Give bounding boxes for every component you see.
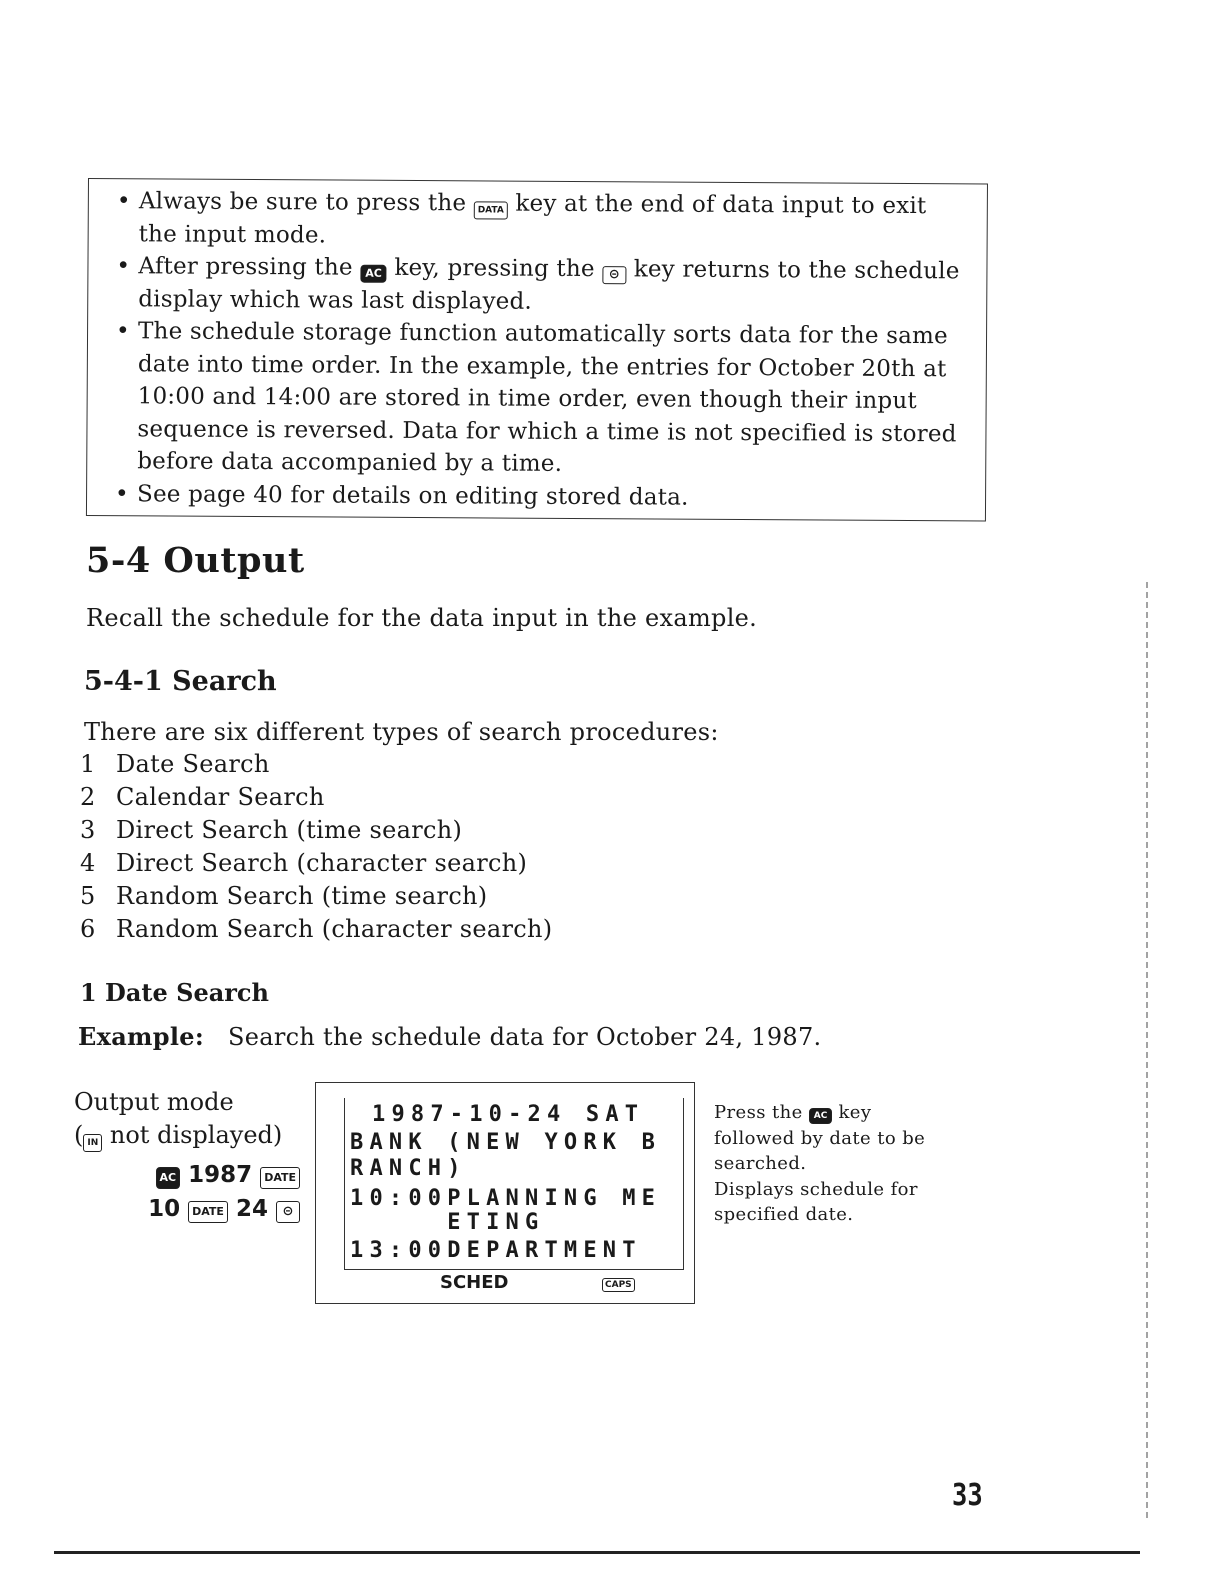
example-label: Example: <box>78 1022 204 1051</box>
date-key-icon: DATE <box>188 1201 228 1223</box>
note-item: • Always be sure to press the DATA key at the end of data input to exit the input mode. <box>109 185 965 255</box>
page-number: 33 <box>952 1478 983 1513</box>
caps-indicator-icon: CAPS <box>602 1278 635 1292</box>
enter-key-icon: ⊝ <box>602 266 626 284</box>
lcd-line: BANK (NEW YORK B <box>350 1130 662 1155</box>
ac-key-icon: AC <box>156 1167 181 1189</box>
note-item: • See page 40 for details on editing stored data. <box>107 478 963 516</box>
ac-key-icon: AC <box>360 265 387 283</box>
output-mode-text: Output mode ( IN not displayed) <box>74 1086 282 1152</box>
notes-list <box>87 179 987 515</box>
section-intro: Recall the schedule for the data input in the example. <box>86 604 758 632</box>
lcd-line: RANCH) <box>350 1156 467 1181</box>
lcd-line: 1987-10-24 SAT <box>372 1102 645 1127</box>
subsection-intro: There are six different types of search procedures: <box>84 718 719 746</box>
lcd-line: 10:00PLANNING ME <box>350 1186 662 1211</box>
lcd-line: ETING <box>350 1210 545 1235</box>
side-note: Press the AC key followed by date to be searched. Displays schedule for specified date. <box>714 1102 926 1225</box>
list-item: 1 Date Search <box>80 750 270 778</box>
list-item: 6 Random Search (character search) <box>80 915 553 943</box>
key-sequence-line1: AC 1987 DATE <box>156 1162 300 1189</box>
ac-key-icon: AC <box>809 1108 833 1124</box>
key-sequence-line2: 10 DATE 24 ⊝ <box>148 1196 300 1223</box>
bottom-rule <box>54 1551 1140 1554</box>
enter-key-icon: ⊝ <box>276 1201 300 1223</box>
lcd-line: 13:00DEPARTMENT <box>350 1238 642 1263</box>
section-title: 5-4 Output <box>86 540 305 581</box>
list-item: 2 Calendar Search <box>80 783 325 811</box>
example-line <box>78 1022 822 1051</box>
note-item: • The schedule storage function automatically sorts data for the same date into time order. In the example, the entries for October 20th at 10:00 and 14:00 are stored in time order, even though their input sequence is reversed. Data for which a time is not specified is stored before data accompanied by a time. <box>107 315 964 483</box>
right-edge-rule <box>1146 582 1148 1522</box>
data-key-icon: DATA <box>474 201 508 219</box>
lcd-status: SCHED <box>440 1272 509 1293</box>
notes-box <box>86 178 988 521</box>
list-item: 4 Direct Search (character search) <box>80 849 528 877</box>
search-types-list <box>80 748 552 946</box>
example-text: Search the schedule data for October 24, 1987. <box>227 1023 822 1051</box>
date-key-icon: DATE <box>260 1167 300 1189</box>
note-item: • After pressing the AC key, pressing the ⊝ key returns to the schedule display which was last displayed. <box>108 250 964 320</box>
list-item: 5 Random Search (time search) <box>80 882 488 910</box>
list-item: 3 Direct Search (time search) <box>80 816 463 844</box>
date-search-title: 1 Date Search <box>80 978 269 1007</box>
subsection-title: 5-4-1 Search <box>84 666 277 697</box>
in-key-icon: IN <box>83 1134 102 1152</box>
